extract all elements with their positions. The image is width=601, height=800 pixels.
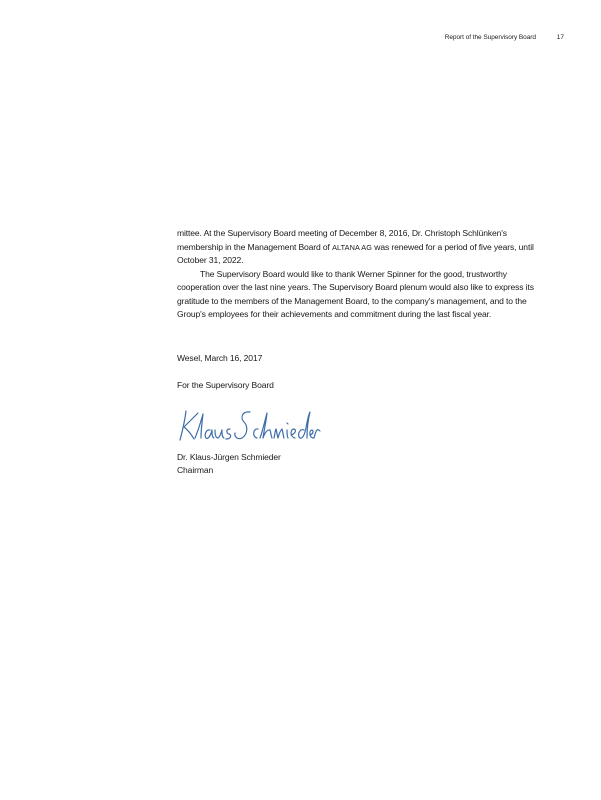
signer-block <box>177 451 281 476</box>
page-number: 17 <box>556 34 564 41</box>
section-title: Report of the Supervisory Board <box>444 34 536 41</box>
paragraph-2: The Supervisory Board would like to thank Werner Spinner for the good, trustworthy cooperation over the last nine years. The Supervisory Board plenum would also like to express its gratitude to the members of the Management Board, to the company's management, and to the Group's employees for their achievements and commitment during the last fiscal year. <box>177 268 534 319</box>
signer-title: Chairman <box>177 464 214 475</box>
report-body <box>177 227 545 322</box>
place-date: Wesel, March 16, 2017 <box>177 353 263 363</box>
paragraph-1-text-a: mittee. At the Supervisory Board meeting of December 8, 2016, Dr. Christoph Schlünken's membership in the Management Board of <box>177 228 507 252</box>
running-header <box>400 34 570 44</box>
company-name: ALTANA AG <box>332 242 373 252</box>
signoff-line: For the Supervisory Board <box>177 380 274 390</box>
signer-name: Dr. Klaus-Jürgen Schmieder <box>177 452 281 462</box>
paragraph-1-text-b: was renewed for a period of five years, until October 31, 2022. <box>177 241 534 265</box>
signature <box>176 405 321 447</box>
paragraph-1 <box>177 227 545 268</box>
